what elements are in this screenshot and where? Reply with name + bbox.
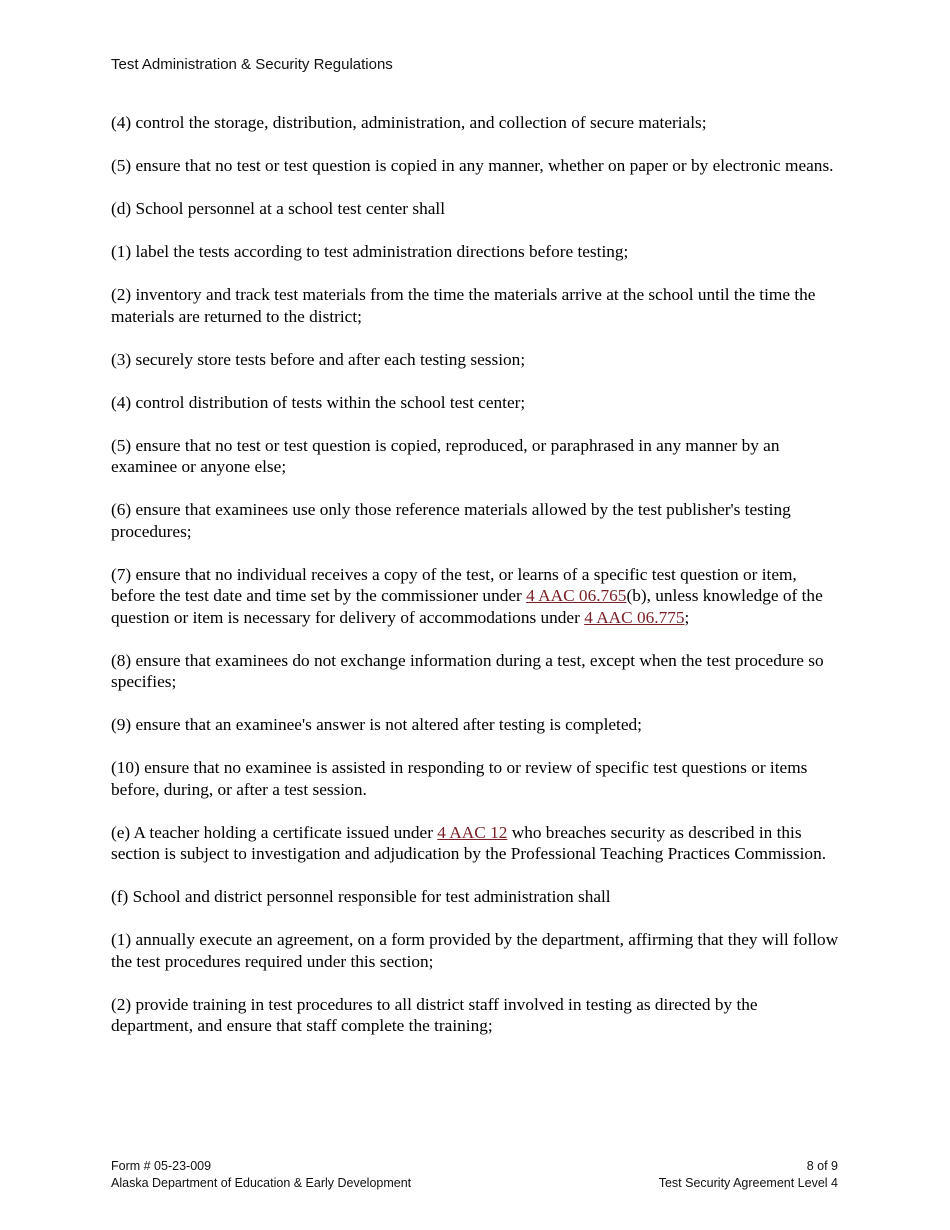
e-text-1: (e) A teacher holding a certificate issued under: [111, 822, 438, 842]
d7-text-2: (b), unless knowledge of the question or item is necessary for delivery of accommodations under: [111, 586, 823, 627]
footer-page-number: 8 of 9: [806, 1159, 838, 1173]
paragraph-d9: (9) ensure that an examinee's answer is not altered after testing is completed;: [111, 715, 642, 734]
footer-right: [659, 1158, 838, 1192]
paragraph-d3: (3) securely store tests before and after each testing session;: [111, 349, 526, 369]
link-4-aac-06-765[interactable]: 4 AAC 06.765: [526, 586, 627, 605]
paragraph-e: [111, 822, 839, 865]
paragraph-d7: [111, 564, 839, 629]
e-text-2: who breaches security as described in this section is subject to investigation and adjudication by the Professional Teaching Practices Commission.: [111, 822, 827, 863]
paragraph-d5: (5) ensure that no test or test question is copied, reproduced, or paraphrased in any manner by an examinee or anyone else;: [111, 435, 780, 476]
paragraph-d6: (6) ensure that examinees use only those reference materials allowed by the test publisher's testing procedures;: [111, 500, 791, 541]
footer-department: Alaska Department of Education & Early Development: [111, 1176, 412, 1190]
d7-text-3: ;: [684, 607, 690, 627]
paragraph-d10: (10) ensure that no examinee is assisted in responding to or review of specific test questions or items before, during, or after a test session.: [111, 758, 808, 799]
paragraph-d-intro: (d) School personnel at a school test center shall: [111, 199, 446, 218]
paragraph-c4: (4) control the storage, distribution, administration, and collection of secure materials;: [111, 113, 707, 132]
paragraph-d1: (1) label the tests according to test administration directions before testing;: [111, 242, 629, 261]
paragraph-d4: (4) control distribution of tests within the school test center;: [111, 392, 526, 412]
paragraph-c5: (5) ensure that no test or test question is copied in any manner, whether on paper or by electronic means.: [111, 156, 834, 175]
header-title: Test Administration & Security Regulations: [111, 56, 393, 73]
regulation-body: [111, 112, 839, 1058]
paragraph-d8: (8) ensure that examinees do not exchange information during a test, except when the test procedure so specifies;: [111, 650, 824, 691]
link-4-aac-06-775[interactable]: 4 AAC 06.775: [584, 607, 685, 627]
paragraph-f1: (1) annually execute an agreement, on a form provided by the department, affirming that they will follow the test procedures required under this section;: [111, 930, 839, 971]
footer-form-number: Form # 05-23-009: [111, 1159, 212, 1173]
d7-text-1: (7) ensure that no individual receives a copy of the test, or learns of a specific test question or item, before the test date and time set by the commissioner under: [111, 564, 797, 605]
page-header: [111, 56, 393, 73]
link-4-aac-12[interactable]: 4 AAC 12: [437, 822, 508, 842]
footer-left: [111, 1158, 411, 1192]
paragraph-f-intro: (f) School and district personnel responsible for test administration shall: [111, 887, 611, 906]
paragraph-f2: (2) provide training in test procedures to all district staff involved in testing as directed by the department, and ensure that staff complete the training;: [111, 994, 758, 1035]
footer-document-title: Test Security Agreement Level 4: [658, 1176, 838, 1190]
paragraph-d2: (2) inventory and track test materials from the time the materials arrive at the school until the time the materials are returned to the district;: [111, 285, 816, 326]
